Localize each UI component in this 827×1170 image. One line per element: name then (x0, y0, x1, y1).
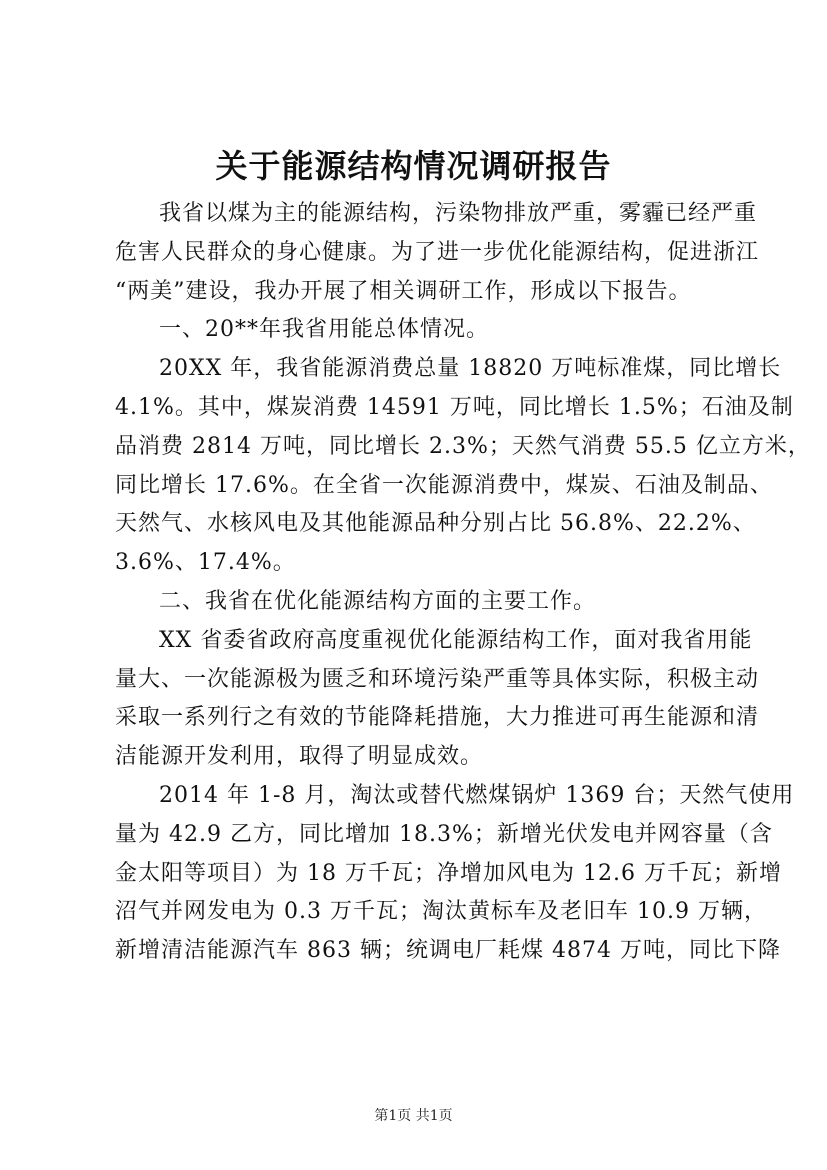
paragraph-3-line-3: 采取一系列行之有效的节能降耗措施，大力推进可再生能源和清 (115, 705, 760, 731)
paragraph-4-line-2: 量为 42.9 乙方，同比增加 18.3%；新增光伏发电并网容量（含 (115, 821, 773, 847)
paragraph-2-line-2: 4.1%。其中，煤炭消费 14591 万吨，同比增长 1.5%；石油及制 (115, 394, 794, 420)
paragraph-2-line-4: 同比增长 17.6%。在全省一次能源消费中，煤炭、石油及制品、 (115, 472, 773, 498)
page-number-footer: 第1页 共1页 (374, 1108, 453, 1124)
paragraph-3-line-4: 洁能源开发利用，取得了明显成效。 (115, 744, 484, 770)
paragraph-4-line-4: 沼气并网发电为 0.3 万千瓦；淘汰黄标车及老旧车 10.9 万辆， (115, 899, 767, 925)
document-body (115, 195, 811, 971)
paragraph-2-line-5: 天然气、水核风电及其他能源品种分别占比 56.8%、22.2%、 (115, 511, 756, 537)
paragraph-1-line-3: “两美”建设，我办开展了相关调研工作，形成以下报告。 (115, 278, 692, 304)
paragraph-2-line-3: 品消费 2814 万吨，同比增长 2.3%；天然气消费 55.5 亿立方米， (115, 433, 811, 459)
paragraph-1-line-2: 危害人民群众的身心健康。为了进一步优化能源结构，促进浙江 (115, 239, 760, 265)
paragraph-3-line-2: 量大、一次能源极为匮乏和环境污染严重等具体实际，积极主动 (115, 666, 760, 692)
paragraph-4-line-1: 2014 年 1-8 月，淘汰或替代燃煤锅炉 1369 台；天然气使用 (159, 782, 795, 808)
document-title: 关于能源结构情况调研报告 (215, 147, 612, 185)
paragraph-4-line-5: 新增清洁能源汽车 863 辆；统调电厂耗煤 4874 万吨，同比下降 (115, 938, 781, 964)
paragraph-1-line-1: 我省以煤为主的能源结构，污染物排放严重，雾霾已经严重 (159, 201, 758, 226)
paragraph-2-line-6: 3.6%、17.4%。 (115, 550, 296, 576)
paragraph-3-line-1: XX 省委省政府高度重视优化能源结构工作，面对我省用能 (159, 627, 753, 653)
section-heading-1: 一、20**年我省用能总体情况。 (159, 317, 489, 343)
paragraph-2-line-1: 20XX 年，我省能源消费总量 18820 万吨标准煤，同比增长 (159, 356, 782, 382)
paragraph-4-line-3: 金太阳等项目）为 18 万千瓦；净增加风电为 12.6 万千瓦；新增 (115, 860, 782, 886)
section-heading-2: 二、我省在优化能源结构方面的主要工作。 (159, 588, 597, 614)
